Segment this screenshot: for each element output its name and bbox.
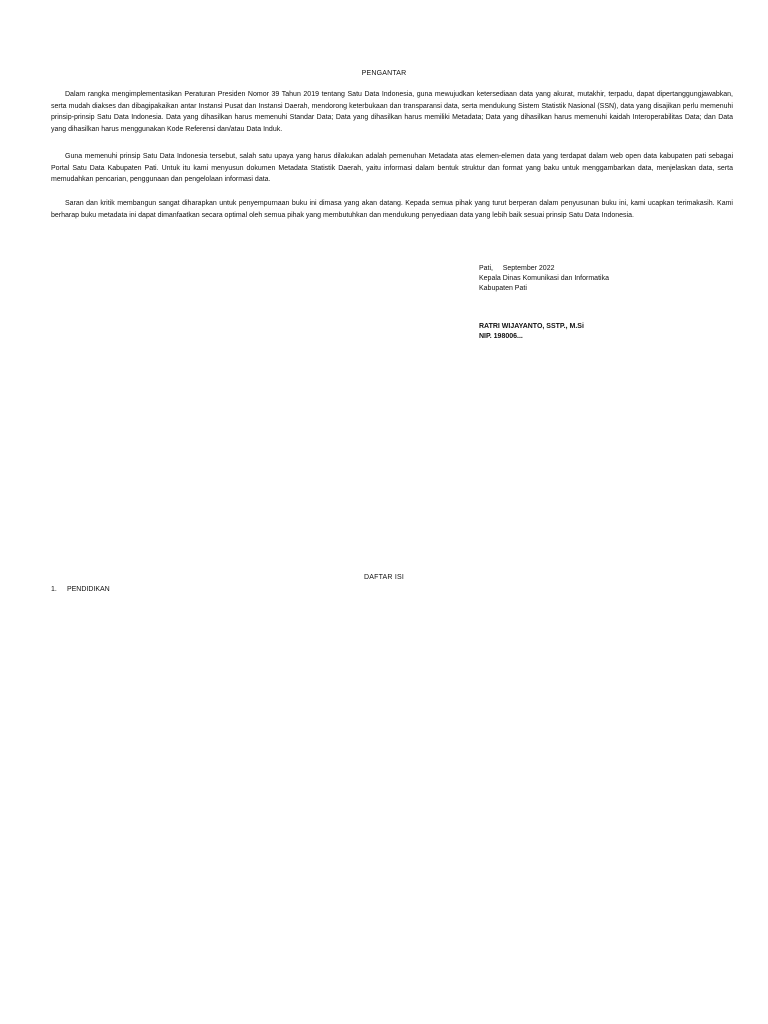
signature-region: Kabupaten Pati — [479, 285, 527, 292]
toc-title: DAFTAR ISI — [364, 574, 404, 581]
signature-name: RATRI WIJAYANTO, SSTP., M.Si — [479, 323, 584, 330]
signature-position: Kepala Dinas Komunikasi dan Informatika — [479, 275, 609, 282]
foreword-title: PENGANTAR — [361, 70, 407, 77]
foreword-paragraph-1: Dalam rangka mengimplementasikan Peraturan Presiden Nomor 39 Tahun 2019 tentang Satu Data Indonesia, guna mewujudkan ketersediaan data yang akurat, mutakhir, terpadu, dapat dipertanggungjawabkan, serta mudah diakses dan dibagipakaikan antar Instansi Pusat dan Instansi Daerah, mendorong keterbukaan dan transparansi data, serta mendukung Sistem Statistik Nasional (SSN), data yang disajikan perlu memenuhi prinsip-prinsip Satu Data Indonesia. Data yang dihasilkan harus memenuhi Standar Data; Data yang dihasilkan harus memiliki Metadata; Data yang dihasilkan harus memenuhi kaidah Interoperabilitas Data; dan Data yang dihasilkan harus menggunakan Kode Referensi dan/atau Data Induk. — [51, 91, 733, 133]
foreword-paragraph-3: Saran dan kritik membangun sangat diharapkan untuk penyempurnaan buku ini dimasa yang akan datang. Kepada semua pihak yang turut berperan dalam penyusunan buku ini, kami ucapkan terimakasih. Kami berharap buku metadata ini dapat dimanfaatkan secara optimal oleh semua pihak yang membutuhkan dan mendukung penyediaan data yang lebih baik sesuai prinsip Satu Data Indonesia. — [51, 200, 733, 219]
signature-nip: NIP. 198006... — [479, 333, 523, 340]
toc-item — [51, 586, 110, 593]
foreword-paragraph-2: Guna memenuhi prinsip Satu Data Indonesia tersebut, salah satu upaya yang harus dilakukan adalah pemenuhan Metadata atas elemen-elemen data yang terdapat dalam web open data kabupaten pati sebagai Portal Satu Data Kabupaten Pati. Untuk itu kami menyusun dokumen Metadata Statistik Daerah, yaitu informasi dalam bentuk struktur dan format yang baku untuk menggambarkan data, menjelaskan data, serta memudahkan pencarian, penggunaan dan pengelolaan informasi data. — [51, 153, 733, 183]
signature-place-date: Pati, September 2022 — [479, 265, 555, 272]
toc-item-label: PENDIDIKAN — [66, 586, 110, 593]
signature-space — [479, 294, 609, 322]
signature-block — [479, 264, 609, 342]
toc-item-number: 1. — [51, 586, 57, 593]
